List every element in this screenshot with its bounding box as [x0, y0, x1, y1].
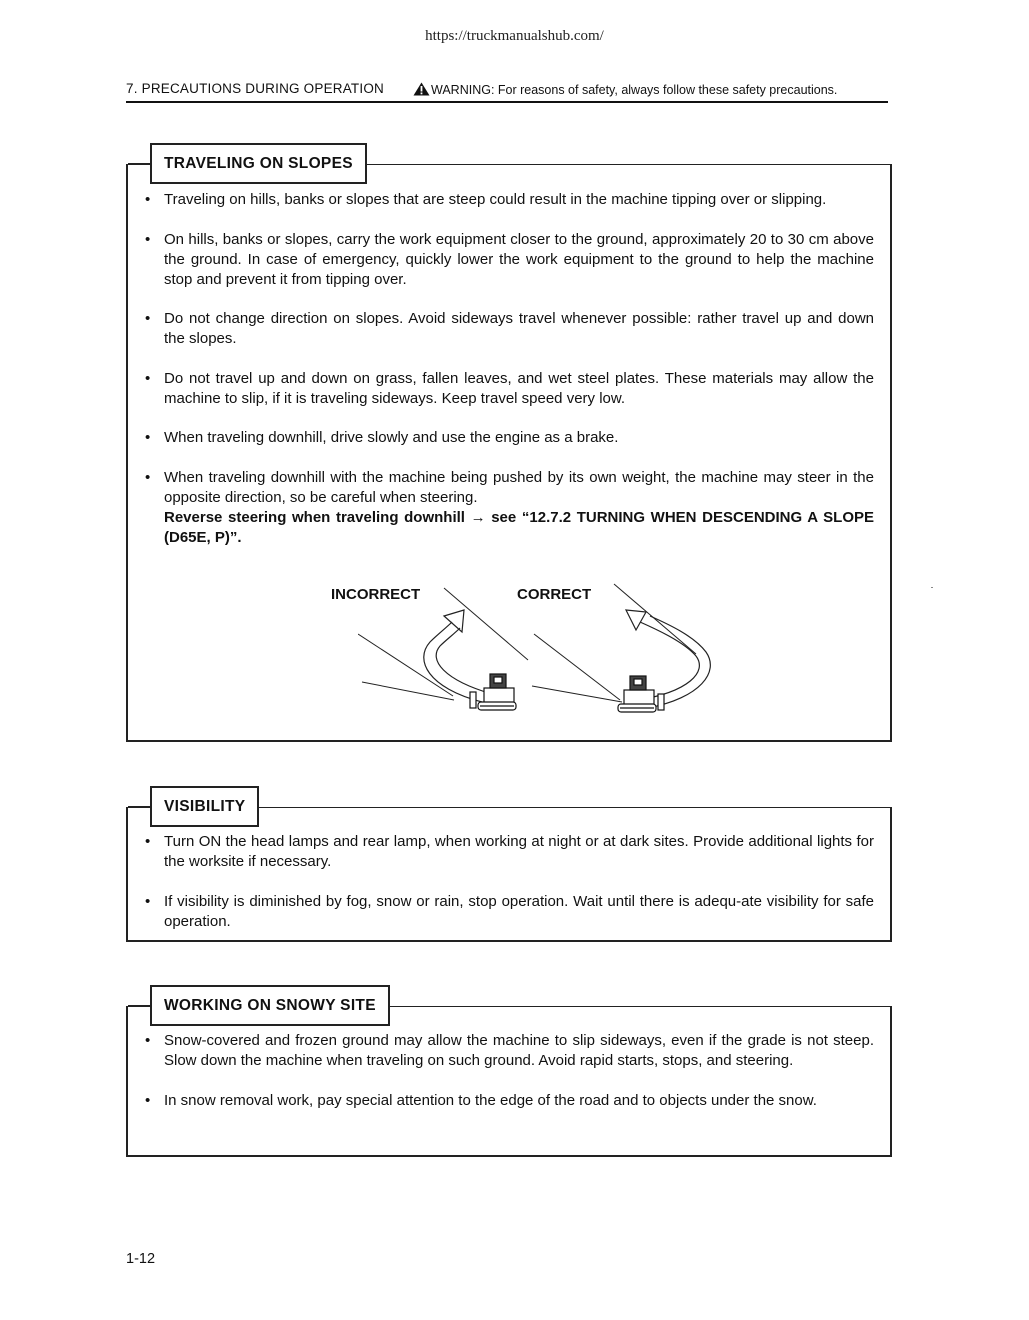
warning-note	[413, 82, 837, 97]
section-heading: 7. PRECAUTIONS DURING OPERATION	[126, 81, 384, 96]
warning-triangle-icon	[413, 82, 430, 96]
page-header	[126, 81, 888, 103]
source-url[interactable]: https://truckmanualshub.com/	[425, 28, 604, 44]
list-item: • Turn ON the head lamps and rear lamp, when working at night or at dark sites. Provide additional lights for the worksite if necessary.	[142, 832, 874, 872]
snowy-list	[142, 1031, 874, 1111]
bulldozer-icon	[470, 674, 516, 710]
snowy-box	[126, 997, 892, 1157]
incorrect-label: INCORRECT	[331, 586, 421, 603]
visibility-title: VISIBILITY	[150, 786, 259, 827]
visibility-list	[142, 832, 874, 932]
list-item: • When traveling downhill, drive slowly and use the engine as a brake.	[142, 428, 874, 448]
slopes-box	[126, 155, 892, 742]
list-item: • If visibility is diminished by fog, snow or rain, stop operation. Wait until there is adequ-ate visibility for safe operation.	[142, 892, 874, 932]
visibility-box	[126, 798, 892, 942]
list-item: • In snow removal work, pay special attention to the edge of the road and to objects under the snow.	[142, 1091, 874, 1111]
list-item: • Traveling on hills, banks or slopes that are steep could result in the machine tipping over or slipping.	[142, 190, 874, 210]
list-item: • On hills, banks or slopes, carry the work equipment closer to the ground, approximately 20 to 30 cm above the ground. In case of emergency, quickly lower the work equipment to the ground to help the machine stop and prevent it from tipping over.	[142, 230, 874, 290]
warning-text: WARNING: For reasons of safety, always follow these safety precautions.	[431, 83, 838, 97]
list-item: • Do not travel up and down on grass, fallen leaves, and wet steel plates. These materials may allow the machine to slip, if it is traveling sideways. Keep travel speed very low.	[142, 369, 874, 409]
page-number: 1-12	[126, 1251, 156, 1267]
reference-note: Reverse steering when traveling downhill → see “12.7.2 TURNING WHEN DESCENDING A SLOPE (D65E, P)”.	[164, 508, 874, 546]
list-item: • Snow-covered and frozen ground may allow the machine to slip sideways, even if the grade is not steep. Slow down the machine when traveling on such ground. Avoid rapid starts, stops, and steering.	[142, 1031, 874, 1071]
list-item-text: When traveling downhill with the machine being pushed by its own weight, the machine may steer in the opposite direction, so be careful when steering.	[164, 468, 874, 506]
slope-diagram	[358, 576, 738, 726]
list-item: • Do not change direction on slopes. Avoid sideways travel whenever possible: rather travel up and down the slopes.	[142, 309, 874, 349]
list-item	[142, 468, 874, 548]
snowy-title: WORKING ON SNOWY SITE	[150, 985, 390, 1026]
slopes-title: TRAVELING ON SLOPES	[150, 143, 367, 184]
slopes-list	[142, 190, 874, 548]
correct-label: CORRECT	[517, 586, 592, 603]
